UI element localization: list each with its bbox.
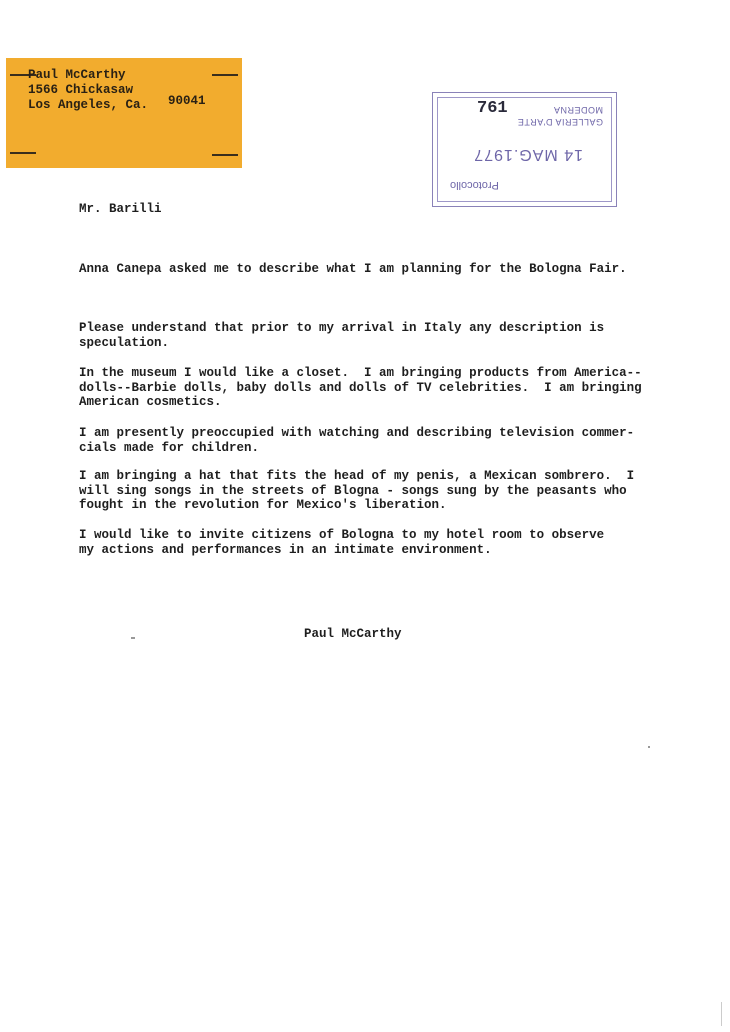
stamp-number: 761 — [477, 99, 508, 118]
paragraph-line: I am presently preoccupied with watching and describing television commer- — [79, 426, 635, 440]
stamp-date: 14 MAG.1977 — [473, 146, 583, 163]
paragraph-line: speculation. — [79, 335, 170, 350]
paragraph-hotel-room — [79, 528, 604, 557]
intro-paragraph: Anna Canepa asked me to describe what I am planning for the Bologna Fair. — [79, 262, 627, 276]
paragraph-line: fought in the revolution for Mexico's liberation. — [79, 498, 447, 512]
paragraph-television — [79, 426, 634, 455]
paragraph-line: I would like to invite citizens of Bologna to my hotel room to observe — [79, 528, 605, 542]
paper-speck — [648, 746, 650, 748]
stamp-museum-line1: GALLERIA D'ARTE — [517, 117, 603, 127]
paragraph-line: will sing songs in the streets of Blogna - songs sung by the peasants who — [79, 483, 627, 498]
paragraph-line: dolls--Barbie dolls, baby dolls and dolls of TV celebrities. I am bringing — [79, 380, 642, 395]
stamp-protocol-word: Protocollo — [450, 179, 499, 191]
staple-mark — [10, 152, 36, 154]
paragraph-line: cials made for children. — [79, 440, 260, 455]
paper-speck — [131, 637, 135, 639]
signature: Paul McCarthy — [304, 627, 402, 641]
staple-mark — [212, 154, 238, 156]
paragraph-speculation — [79, 321, 604, 350]
registry-stamp — [432, 92, 617, 207]
stamp-inner-frame — [437, 97, 612, 202]
sender-city: Los Angeles, Ca. — [28, 98, 149, 112]
paragraph-line: In the museum I would like a closet. I am bringing products from America-- — [79, 366, 642, 380]
sender-name: Paul McCarthy — [28, 68, 126, 82]
paragraph-line: I am bringing a hat that fits the head of my penis, a Mexican sombrero. I — [79, 469, 635, 483]
paper-edge-mark — [721, 1002, 722, 1026]
paragraph-sombrero — [79, 469, 634, 513]
paragraph-line: Please understand that prior to my arrival in Italy any description is — [79, 321, 605, 335]
paragraph-closet — [79, 366, 642, 410]
sender-address-label — [6, 58, 242, 168]
paragraph-line: my actions and performances in an intimate environment. — [79, 542, 492, 557]
sender-zip: 90041 — [168, 94, 206, 108]
staple-mark — [212, 74, 238, 76]
paragraph-line: American cosmetics. — [79, 395, 222, 409]
sender-street: 1566 Chickasaw — [28, 83, 134, 97]
salutation: Mr. Barilli — [79, 202, 162, 216]
stamp-museum-line2: MODERNA — [553, 105, 603, 115]
